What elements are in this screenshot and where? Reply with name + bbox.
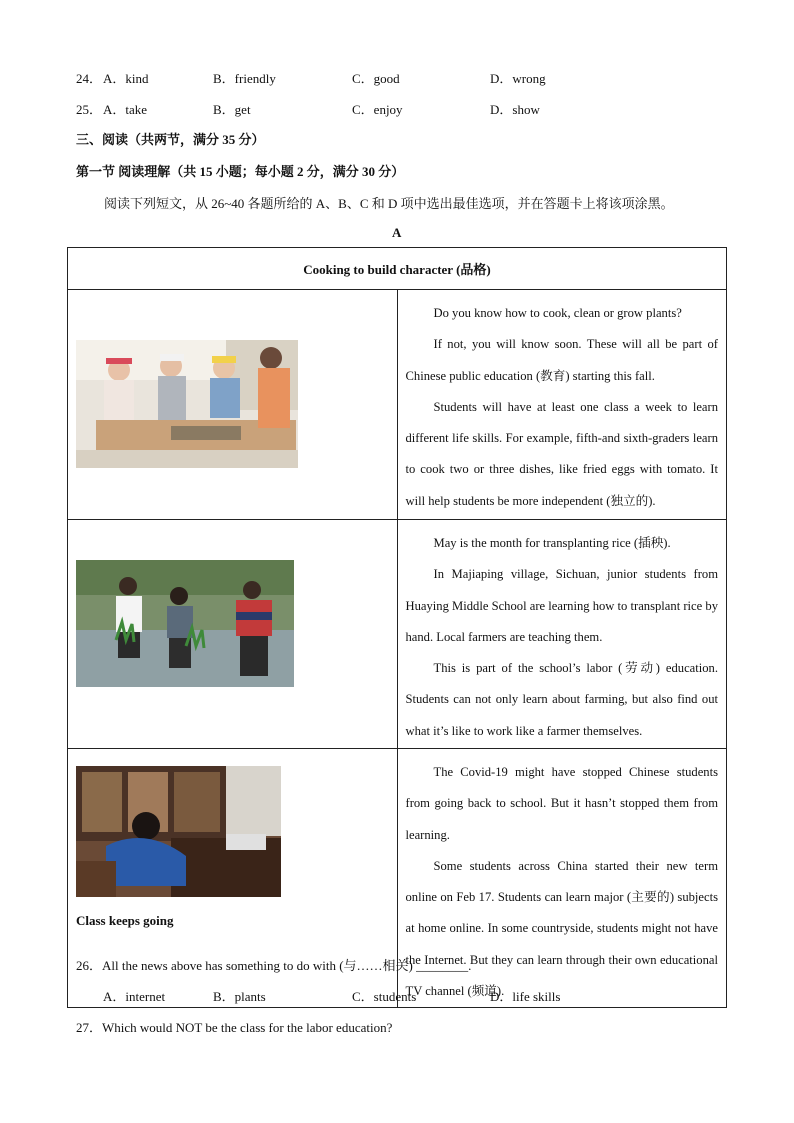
- question-24-option-d: D．wrong: [490, 71, 546, 86]
- rice-transplant-photo: [76, 560, 294, 687]
- paragraph: If not, you will know soon. These will all be part of Chinese public education (教育) starting this fall.: [405, 337, 718, 383]
- text-cell-cooking: [397, 290, 727, 520]
- section-title: 三、阅读（共两节，满分 35 分）: [76, 132, 265, 147]
- question-25-option-a: A．take: [103, 102, 148, 117]
- question-24-option-b: B．friendly: [213, 71, 276, 86]
- reading-table: [67, 247, 727, 1008]
- paragraph: Students will have at least one class a week to learn different life skills. For example, fifth-and sixth-graders learn to cook two or three dishes, like fried eggs with tomato. It will help students be more independent (独立的).: [405, 399, 718, 508]
- part-title: 第一节 阅读理解（共 15 小题；每小题 2 分，满分 30 分）: [76, 164, 405, 179]
- photo-caption: Class keeps going: [76, 913, 174, 928]
- question-25-option-c: C．enjoy: [352, 102, 403, 117]
- question-25-option-d: D．show: [490, 102, 540, 117]
- question-26-option-d: D．life skills: [490, 989, 561, 1004]
- cooking-photo: [76, 340, 298, 468]
- question-26-option-c: C．students: [352, 989, 417, 1004]
- online-class-photo: [76, 766, 281, 897]
- question-26-stem: 26．All the news above has something to do with (与……相关) ________.: [76, 958, 472, 973]
- question-26-option-a: A．internet: [103, 989, 166, 1004]
- text-cell-rice: [397, 520, 727, 749]
- paragraph: May is the month for transplanting rice (插秧).: [433, 536, 671, 550]
- passage-title: Cooking to build character (品格): [68, 248, 727, 290]
- question-26-option-b: B．plants: [213, 989, 266, 1004]
- question-24-option-a: A．kind: [103, 71, 149, 86]
- paragraph: The Covid-19 might have stopped Chinese students from going back to school. But it hasn’t stopped them from learning.: [405, 765, 718, 842]
- question-24-number: 24．: [76, 71, 103, 86]
- photo-cell-rice: [68, 520, 398, 749]
- paragraph: In Majiaping village, Sichuan, junior students from Huaying Middle School are learning how to transplant rice by hand. Local farmers are teaching them.: [405, 567, 718, 644]
- paragraph: Do you know how to cook, clean or grow plants?: [433, 306, 682, 320]
- passage-label: A: [392, 225, 402, 240]
- paragraph: This is part of the school’s labor (劳动) education. Students can not only learn about farming, but also find out what it’s like to work like a farmer themselves.: [405, 661, 718, 738]
- question-25-option-b: B．get: [213, 102, 251, 117]
- photo-cell-cooking: [68, 290, 398, 520]
- question-25-number: 25．: [76, 102, 103, 117]
- instructions: 阅读下列短文，从 26~40 各题所给的 A、B、C 和 D 项中选出最佳选项，并在答题卡上将该项涂黑。: [104, 196, 674, 211]
- question-27-stem: 27．Which would NOT be the class for the labor education?: [76, 1020, 393, 1035]
- question-24-option-c: C．good: [352, 71, 400, 86]
- paragraph: Some students across China started their new term online on Feb 17. Students can learn major (主要的) subjects at home online. In some countryside, students might not have the Internet. But they can learn through their own educational TV channel (频道).: [405, 858, 718, 999]
